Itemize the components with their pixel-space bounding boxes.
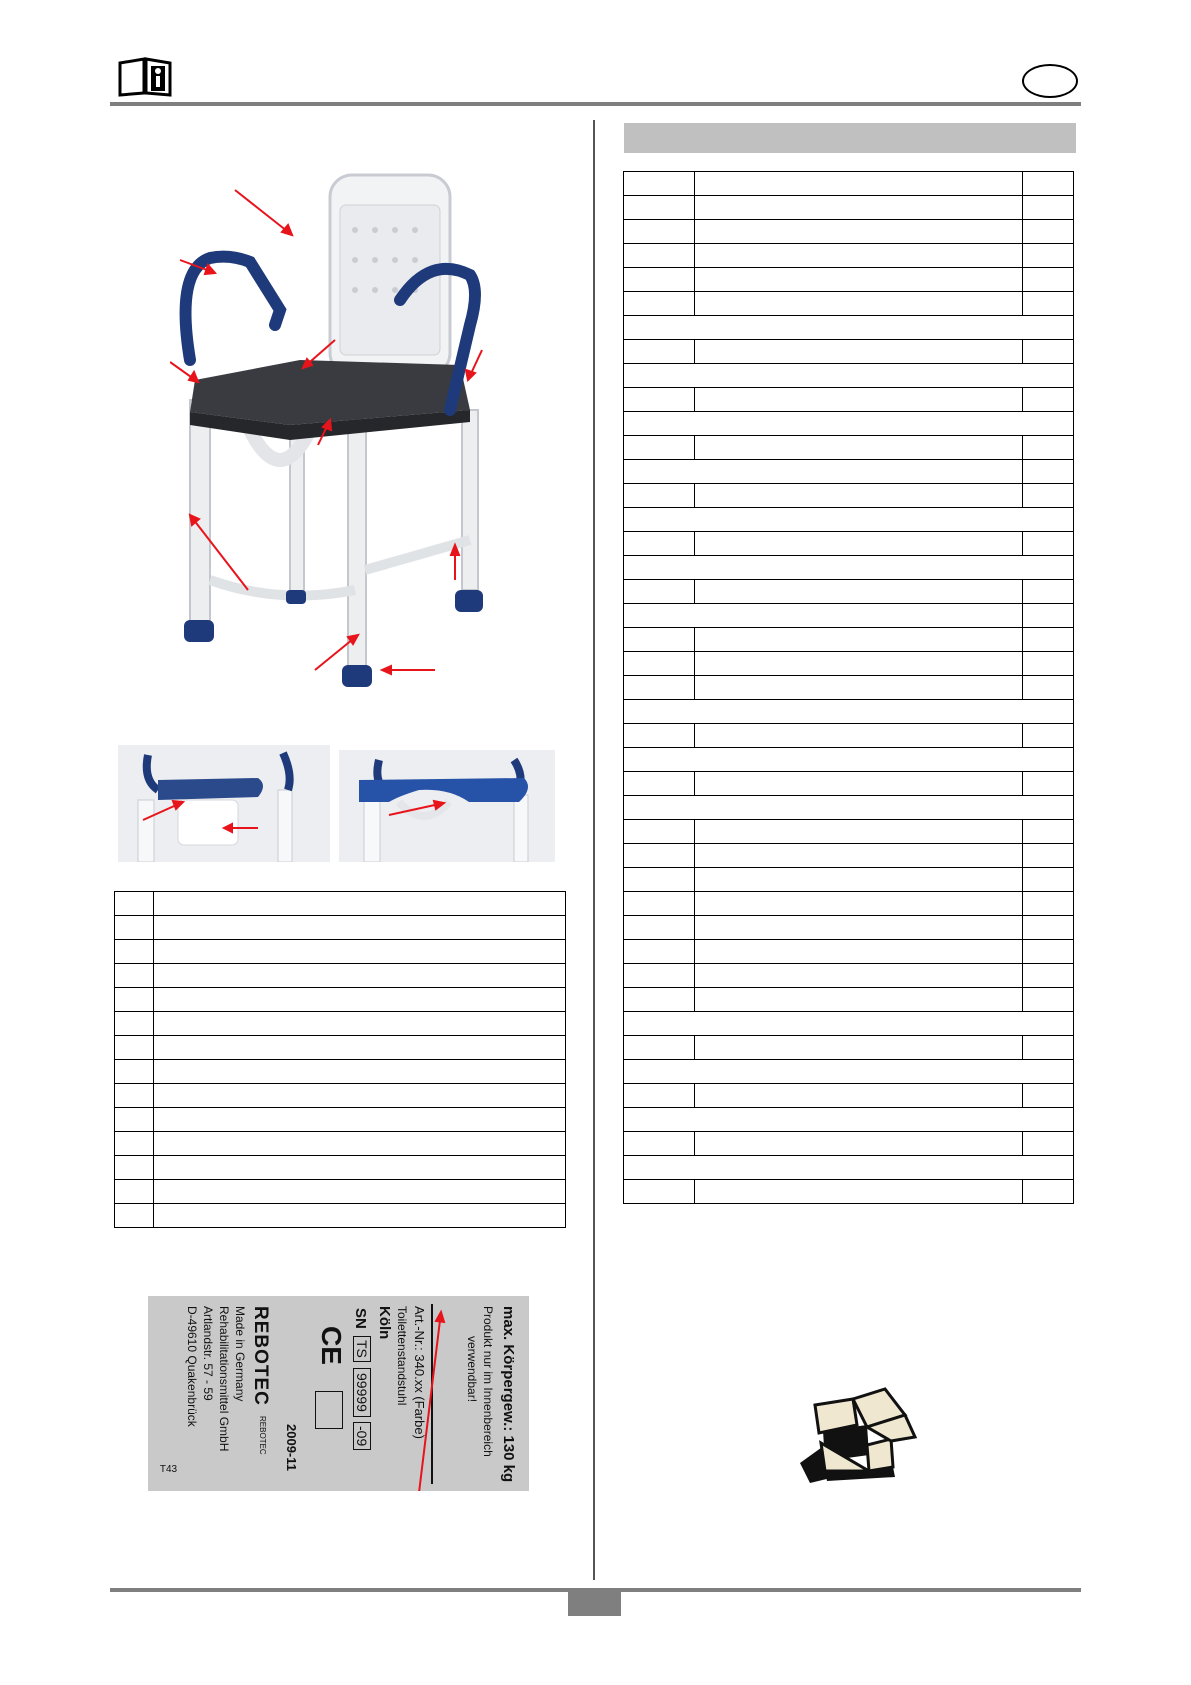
- book-info-icon: [117, 57, 173, 97]
- table-row: [624, 316, 1074, 340]
- table-row: [115, 1156, 566, 1180]
- table-row: [624, 340, 1074, 364]
- table-row: [624, 460, 1074, 484]
- city-text: D-49610 Quakenbrück: [185, 1306, 199, 1427]
- table-row: [624, 700, 1074, 724]
- table-row: [624, 1156, 1074, 1180]
- code-text: T43: [159, 1464, 178, 1476]
- table-row: [624, 892, 1074, 916]
- table-row: [624, 1036, 1074, 1060]
- table-row: [624, 364, 1074, 388]
- table-row: [115, 1204, 566, 1228]
- table-row: [115, 1036, 566, 1060]
- table-row: [624, 676, 1074, 700]
- specs-table: [623, 171, 1074, 1204]
- date-text: 2009-11: [284, 1424, 299, 1471]
- table-row: [624, 748, 1074, 772]
- table-row: [624, 796, 1074, 820]
- commode-chair-photo: [170, 150, 550, 700]
- company-text: Rehabilitationsmittel GmbH: [217, 1306, 231, 1452]
- type-label: [148, 1296, 529, 1491]
- header-rule: [110, 102, 1081, 106]
- serial-suffix: -09: [353, 1422, 371, 1450]
- open-box-icon: [795, 1385, 925, 1485]
- table-row: [115, 1084, 566, 1108]
- section-bar: [624, 123, 1076, 153]
- indoor-text-1: Produkt nur im Innenbereich: [481, 1306, 495, 1457]
- table-row: [115, 916, 566, 940]
- table-row: [624, 436, 1074, 460]
- model-text: Köln: [376, 1306, 393, 1340]
- brand-small-text: REBOTEC: [258, 1416, 267, 1455]
- table-row: [624, 292, 1074, 316]
- table-row: [115, 1180, 566, 1204]
- table-row: [624, 628, 1074, 652]
- made-in-text: Made in Germany: [233, 1306, 247, 1402]
- table-row: [115, 940, 566, 964]
- table-row: [624, 1084, 1074, 1108]
- table-row: [624, 916, 1074, 940]
- commode-seat-photo: [339, 750, 555, 862]
- table-row: [115, 1012, 566, 1036]
- table-row: [624, 844, 1074, 868]
- table-row: [624, 172, 1074, 196]
- table-row: [624, 652, 1074, 676]
- table-row: [624, 580, 1074, 604]
- serial-box: 99999: [353, 1368, 371, 1417]
- table-row: [624, 820, 1074, 844]
- parts-table: [114, 891, 566, 1228]
- table-row: [624, 724, 1074, 748]
- table-row: [624, 388, 1074, 412]
- table-row: [624, 868, 1074, 892]
- table-row: [624, 1060, 1074, 1084]
- weight-text: max. Körpergew.: 130 kg: [500, 1306, 517, 1483]
- product-type-text: Toilettenstandstuhl: [395, 1306, 409, 1406]
- indoor-text-2: verwendbar!: [465, 1336, 479, 1403]
- table-row: [115, 892, 566, 916]
- header: [0, 0, 1191, 110]
- street-text: Artlandstr. 57 - 59: [201, 1306, 215, 1401]
- table-row: [115, 988, 566, 1012]
- table-row: [624, 1132, 1074, 1156]
- table-row: [624, 508, 1074, 532]
- table-row: [115, 1060, 566, 1084]
- table-row: [624, 484, 1074, 508]
- table-row: [115, 1108, 566, 1132]
- table-row: [624, 964, 1074, 988]
- table-row: [624, 196, 1074, 220]
- table-row: [624, 1180, 1074, 1204]
- table-row: [115, 1132, 566, 1156]
- ts-box: TS: [353, 1336, 371, 1362]
- table-row: [624, 604, 1074, 628]
- table-row: [624, 1108, 1074, 1132]
- table-row: [624, 556, 1074, 580]
- ce-mark: CE: [316, 1326, 347, 1365]
- table-row: [624, 940, 1074, 964]
- table-row: [624, 220, 1074, 244]
- table-row: [624, 412, 1074, 436]
- table-row: [624, 1012, 1074, 1036]
- table-row: [115, 964, 566, 988]
- commode-lid-photo: [118, 745, 330, 862]
- article-text: Art.-Nr.: 340.xx (Farbe): [412, 1306, 427, 1439]
- label-arrow: [148, 1296, 529, 1491]
- table-row: [624, 988, 1074, 1012]
- page-number-tab: [568, 1592, 621, 1616]
- table-row: [624, 532, 1074, 556]
- table-row: [624, 268, 1074, 292]
- sn-label: SN: [352, 1308, 369, 1329]
- table-row: [624, 772, 1074, 796]
- brand-text: REBOTEC: [250, 1306, 271, 1406]
- language-badge: [1022, 64, 1078, 98]
- column-divider: [593, 120, 595, 1580]
- table-row: [624, 244, 1074, 268]
